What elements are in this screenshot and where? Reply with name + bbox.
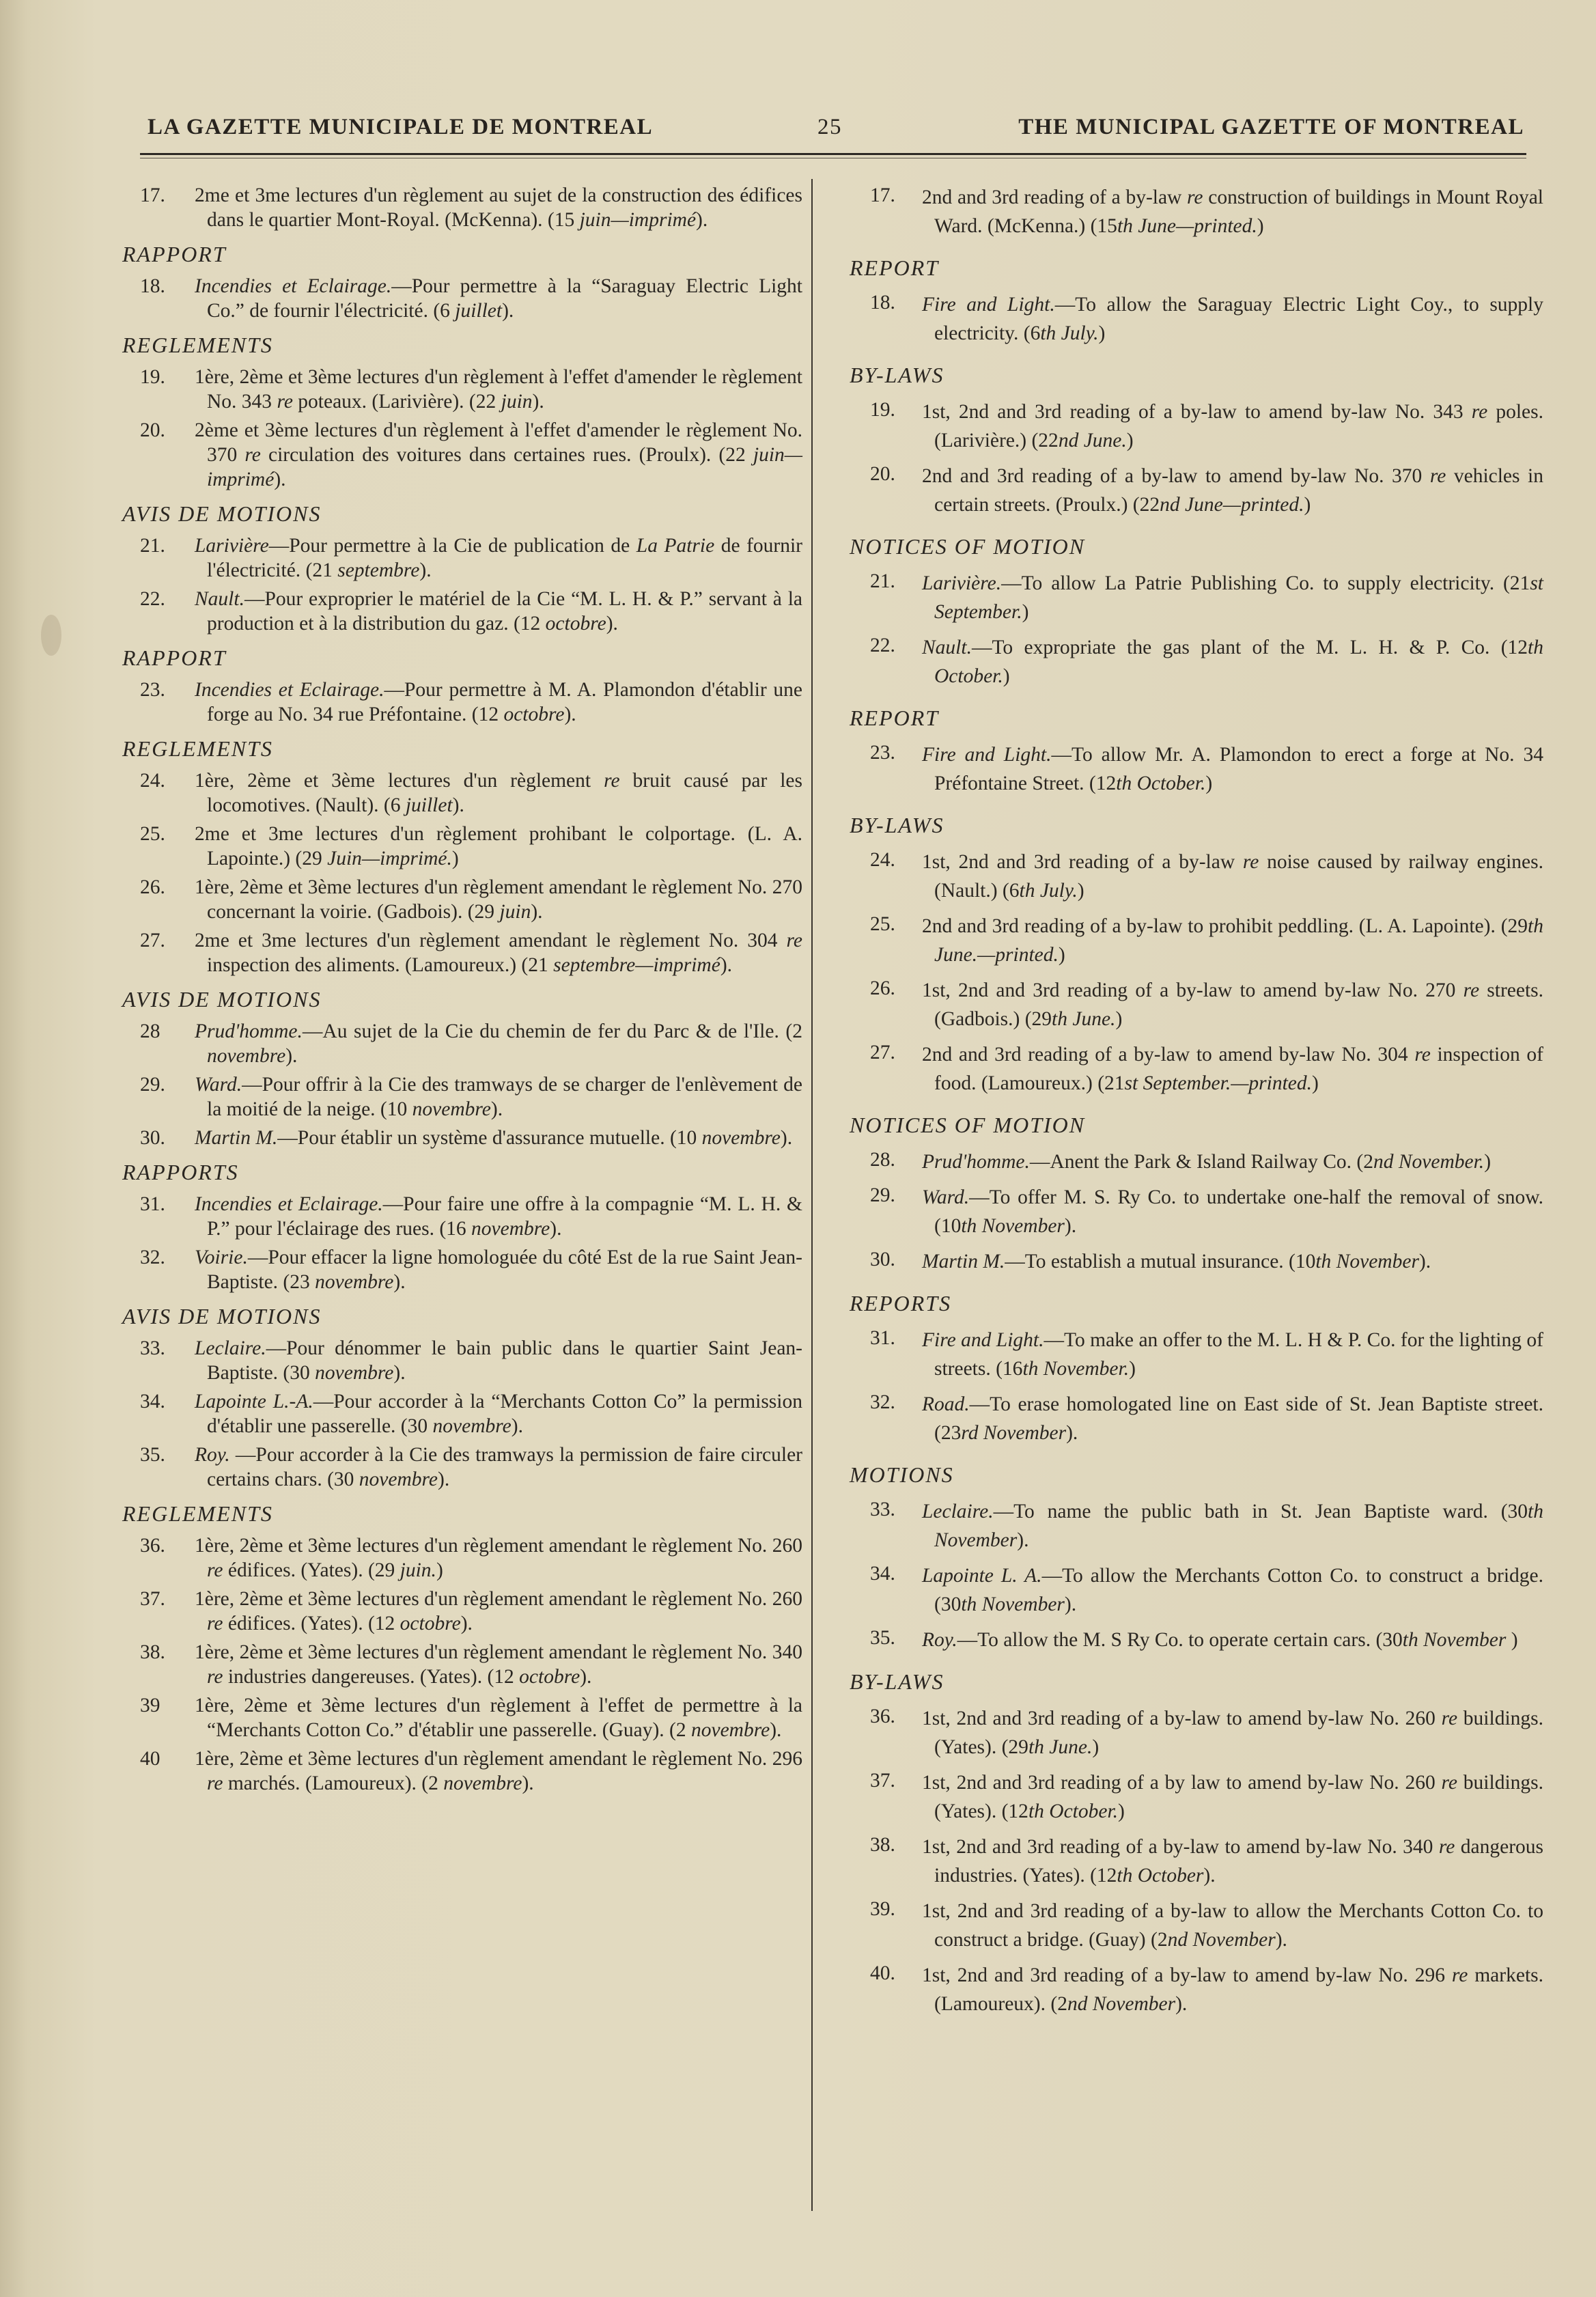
entry-number: 19. [870,399,895,421]
entry-text: 2nd and 3rd reading of a by-law to prohibit peddling. (L. A. Lapointe). (29th June.—printed.) [922,915,1543,966]
english-section-heading: BY-LAWS [850,813,944,837]
entry-text: Roy. —Pour accorder à la Cie des tramways la permission de faire circuler certains chars. (30 novembre). [195,1444,802,1490]
entry-number: 39. [870,1898,895,1920]
entry-text: 1st, 2nd and 3rd reading of a by-law to amend by-law No. 343 re poles. (Larivière.) (22nd June.) [922,401,1543,451]
french-entry [120,1389,802,1438]
entry-number: 31. [140,1193,165,1215]
french-section-heading: RAPPORT [122,645,227,670]
entry-number: 23. [140,679,165,701]
column-divider [811,179,813,2211]
entry-text: Larivière.—To allow La Patrie Publishing Co. to supply electricity. (21st September.) [922,572,1543,623]
english-section-heading: MOTIONS [850,1462,954,1487]
french-section-heading: REGLEMENTS [122,736,273,761]
entry-text: Fire and Light.—To allow Mr. A. Plamondon to erect a forge at No. 34 Préfontaine Street. (12th October.) [922,744,1543,794]
entry-number: 32. [870,1391,895,1413]
entry-number: 40 [140,1748,160,1770]
entry-number: 39 [140,1695,160,1716]
french-entry [120,183,802,232]
english-entry [847,1768,1543,1826]
french-entry [120,1587,802,1636]
header-french-title: LA GAZETTE MUNICIPALE DE MONTREAL [148,115,654,139]
entry-text: 1ère, 2ème et 3ème lectures d'un règlement à l'effet d'amender le règlement No. 343 re poteaux. (Larivière). (22 juin). [195,366,802,413]
entry-number: 19. [140,366,165,388]
entry-text: Lapointe L.-A.—Pour accorder à la “Merchants Cotton Co” la permission d'établir une passerelle. (30 novembre). [195,1391,802,1437]
english-entry [847,1497,1543,1555]
entry-text: Leclaire.—Pour dénommer le bain public dans le quartier Saint Jean-Baptiste. (30 novembre). [195,1337,802,1384]
french-entry [120,1192,802,1241]
french-section-heading: RAPPORTS [122,1160,239,1184]
english-section-heading: NOTICES OF MOTION [850,1113,1086,1137]
english-section-heading: BY-LAWS [850,1669,944,1694]
page-header [145,115,1524,148]
english-entry [847,1626,1543,1654]
english-entry [847,462,1543,519]
entry-number: 31. [870,1327,895,1349]
entry-number: 25. [870,913,895,935]
entry-number: 32. [140,1247,165,1268]
english-entry [847,398,1543,455]
entry-text: 1ère, 2ème et 3ème lectures d'un règlement amendant le règlement No. 270 concernant la voirie. (Gadbois). (29 juin). [195,876,802,923]
french-entry [120,533,802,583]
english-entry [847,1704,1543,1762]
french-section-heading: RAPPORT [122,242,227,266]
entry-number: 36. [140,1535,165,1557]
english-section-heading: REPORT [850,255,940,280]
entry-text: Incendies et Eclairage.—Pour faire une offre à la compagnie “M. L. H. & P.” pour l'éclairage des rues. (16 novembre). [195,1193,802,1240]
french-entry [120,1072,802,1122]
entry-text: Incendies et Eclairage.—Pour permettre à M. A. Plamondon d'établir une forge au No. 34 rue Préfontaine. (12 octobre). [195,679,802,725]
english-entry [847,1183,1543,1240]
entry-text: 1ère, 2ème et 3ème lectures d'un règlement amendant le règlement No. 340 re industries dangereuses. (Yates). (12 octobre). [195,1641,802,1688]
english-entry [847,848,1543,905]
entry-text: 1st, 2nd and 3rd reading of a by-law to allow the Merchants Cotton Co. to construct a bridge. (Guay) (2nd November). [922,1900,1543,1951]
entry-number: 18. [140,275,165,297]
entry-number: 17. [140,184,165,206]
english-section-heading: REPORT [850,706,940,730]
entry-number: 20. [140,419,165,441]
entry-number: 34. [140,1391,165,1412]
french-section-heading: AVIS DE MOTIONS [122,501,322,526]
french-entry [120,875,802,924]
entry-text: 1st, 2nd and 3rd reading of a by-law to amend by-law No. 296 re markets. (Lamoureux). (2nd November). [922,1964,1543,2015]
header-english-title: THE MUNICIPAL GAZETTE OF MONTREAL [1018,115,1524,139]
french-entry [120,418,802,492]
entry-text: 1ère, 2ème et 3ème lectures d'un règlement amendant le règlement No. 296 re marchés. (Lamoureux). (2 novembre). [195,1748,802,1794]
entry-text: 2me et 3me lectures d'un règlement prohibant le colportage. (L. A. Lapointe.) (29 Juin—imprimé.) [195,823,802,869]
page-number: 25 [817,115,842,139]
entry-number: 26. [140,876,165,898]
entry-text: 1st, 2nd and 3rd reading of a by-law to amend by-law No. 340 re dangerous industries. (Yates). (12th October). [922,1836,1544,1887]
french-entry [120,678,802,727]
french-section-heading: AVIS DE MOTIONS [122,987,322,1012]
entry-text: Prud'homme.—Anent the Park & Island Railway Co. (2nd November.) [922,1151,1492,1173]
entry-number: 28. [870,1149,895,1171]
entry-text: 1ère, 2ème et 3ème lectures d'un règlement amendant le règlement No. 260 re édifices. (Yates). (29 juin.) [195,1535,802,1581]
french-entry [120,1019,802,1068]
entry-number: 30. [870,1249,895,1270]
entry-number: 27. [140,930,165,951]
english-entry [847,569,1543,626]
entry-number: 20. [870,463,895,485]
english-entry [847,1326,1543,1383]
entry-number: 36. [870,1706,895,1727]
french-entry [120,1746,802,1796]
entry-number: 37. [140,1588,165,1610]
header-rule [140,153,1526,155]
entry-number: 38. [140,1641,165,1663]
french-entry [120,768,802,818]
entry-text: 2me et 3me lectures d'un règlement au sujet de la construction des édifices dans le quartier Mont-Royal. (McKenna). (15 juin—imprimé). [195,184,802,231]
french-column [120,183,802,1800]
entry-text: Voirie.—Pour effacer la ligne homologuée du côté Est de la rue Saint Jean-Baptiste. (23 novembre). [195,1247,802,1293]
english-column [847,183,1543,2025]
entry-text: 1st, 2nd and 3rd reading of a by-law to amend by-law No. 260 re buildings. (Yates). (29th June.) [922,1708,1543,1758]
entry-text: Leclaire.—To name the public bath in St. Jean Baptiste ward. (30th November). [922,1501,1543,1551]
french-entry [120,1245,802,1294]
entry-text: 1ère, 2ème et 3ème lectures d'un règlement à l'effet de permettre à la “Merchants Cotton Co.” d'établir une passerelle. (Guay). (2 novembre). [195,1695,802,1741]
french-entry [120,365,802,414]
french-entry [120,928,802,977]
entry-number: 40. [870,1962,895,1984]
french-entry [120,587,802,636]
entry-number: 21. [140,535,165,557]
entry-text: Fire and Light.—To make an offer to the M. L. H & P. Co. for the lighting of streets. (16th November.) [922,1329,1543,1380]
english-entry [847,1247,1543,1276]
entry-text: 2me et 3me lectures d'un règlement amendant le règlement No. 304 re inspection des aliments. (Lamoureux.) (21 septembre—imprimé). [195,930,802,976]
entry-number: 22. [870,635,895,656]
french-section-heading: REGLEMENTS [122,1501,273,1526]
entry-number: 25. [140,823,165,845]
english-entry [847,183,1543,240]
entry-number: 21. [870,570,895,592]
english-entry [847,1390,1543,1447]
french-entry [120,822,802,871]
entry-number: 33. [140,1337,165,1359]
english-entry [847,1961,1543,2018]
english-section-heading: REPORTS [850,1291,952,1315]
entry-text: Nault.—Pour exproprier le matériel de la Cie “M. L. H. & P.” servant à la production et à la distribution du gaz. (12 octobre). [195,588,802,635]
entry-text: Road.—To erase homologated line on East side of St. Jean Baptiste street. (23rd November). [922,1393,1543,1444]
entry-number: 26. [870,977,895,999]
entry-number: 18. [870,292,895,314]
french-section-heading: AVIS DE MOTIONS [122,1304,322,1328]
english-entry [847,1897,1543,1954]
entry-number: 23. [870,742,895,764]
entry-number: 35. [870,1627,895,1649]
entry-text: Martin M.—To establish a mutual insurance. (10th November). [922,1251,1431,1272]
french-entry [120,1336,802,1385]
english-entry [847,1147,1543,1176]
entry-number: 24. [140,770,165,792]
entry-text: Ward.—Pour offrir à la Cie des tramways de se charger de l'enlèvement de la moitié de la neige. (10 novembre). [195,1074,802,1120]
english-section-heading: BY-LAWS [850,363,944,387]
entry-text: 2nd and 3rd reading of a by-law re construction of buildings in Mount Royal Ward. (McKenna.) (15th June—printed.) [922,186,1543,237]
entry-number: 37. [870,1770,895,1792]
french-entry [120,274,802,323]
english-entry [847,976,1543,1033]
english-entry [847,912,1543,969]
entry-text: 1st, 2nd and 3rd reading of a by-law re noise caused by railway engines. (Nault.) (6th July.) [922,851,1543,902]
english-section-heading: NOTICES OF MOTION [850,534,1086,559]
entry-number: 24. [870,849,895,871]
entry-text: 1ère, 2ème et 3ème lectures d'un règlement re bruit causé par les locomotives. (Nault). (6 juillet). [195,770,802,816]
entry-text: Incendies et Eclairage.—Pour permettre à la “Saraguay Electric Light Co.” de fournir l'électricité. (6 juillet). [195,275,803,322]
entry-number: 29. [140,1074,165,1096]
english-entry [847,1833,1543,1890]
entry-number: 35. [140,1444,165,1466]
entry-text: Prud'homme.—Au sujet de la Cie du chemin de fer du Parc & de l'Ile. (2 novembre). [195,1020,802,1067]
french-entry [120,1533,802,1583]
french-entry [120,1126,802,1150]
entry-text: 2nd and 3rd reading of a by-law to amend by-law No. 304 re inspection of food. (Lamoureux.) (21st September.—printed.) [922,1044,1543,1094]
entry-number: 30. [140,1127,165,1149]
entry-text: Fire and Light.—To allow the Saraguay Electric Light Coy., to supply electricity. (6th July.) [922,294,1543,344]
entry-number: 29. [870,1184,895,1206]
english-entry [847,290,1543,348]
entry-text: Lapointe L. A.—To allow the Merchants Cotton Co. to construct a bridge. (30th November). [922,1565,1543,1615]
entry-number: 34. [870,1563,895,1585]
entry-text: Larivière—Pour permettre à la Cie de publication de La Patrie de fournir l'électricité. (21 septembre). [195,535,802,581]
french-entry [120,1443,802,1492]
entry-text: 2nd and 3rd reading of a by-law to amend by-law No. 370 re vehicles in certain streets. (Proulx.) (22nd June—printed.) [922,465,1543,516]
entry-text: 2ème et 3ème lectures d'un règlement à l'effet d'amender le règlement No. 370 re circulation des voitures dans certaines rues. (Proulx). (22 juin—imprimé). [195,419,802,490]
entry-number: 28 [140,1020,160,1042]
french-entry [120,1640,802,1689]
entry-text: 1st, 2nd and 3rd reading of a by law to amend by-law No. 260 re buildings. (Yates). (12th October.) [922,1772,1543,1822]
entry-text: 1ère, 2ème et 3ème lectures d'un règlement amendant le règlement No. 260 re édifices. (Yates). (12 octobre). [195,1588,802,1634]
french-section-heading: REGLEMENTS [122,333,273,357]
french-entry [120,1693,802,1742]
english-entry [847,1040,1543,1098]
entry-text: Martin M.—Pour établir un système d'assurance mutuelle. (10 novembre). [195,1127,793,1149]
entry-text: Ward.—To offer M. S. Ry Co. to undertake one-half the removal of snow. (10th November). [922,1186,1543,1237]
entry-number: 22. [140,588,165,610]
english-entry [847,740,1543,798]
entry-text: Nault.—To expropriate the gas plant of the M. L. H. & P. Co. (12th October.) [922,637,1543,687]
entry-text: 1st, 2nd and 3rd reading of a by-law to amend by-law No. 270 re streets. (Gadbois.) (29th June.) [922,979,1544,1030]
entry-number: 38. [870,1834,895,1856]
entry-number: 17. [870,184,895,206]
entry-number: 27. [870,1042,895,1063]
english-entry [847,1561,1543,1619]
english-entry [847,633,1543,691]
entry-text: Roy.—To allow the M. S Ry Co. to operate certain cars. (30th November ) [922,1629,1518,1651]
entry-number: 33. [870,1499,895,1520]
